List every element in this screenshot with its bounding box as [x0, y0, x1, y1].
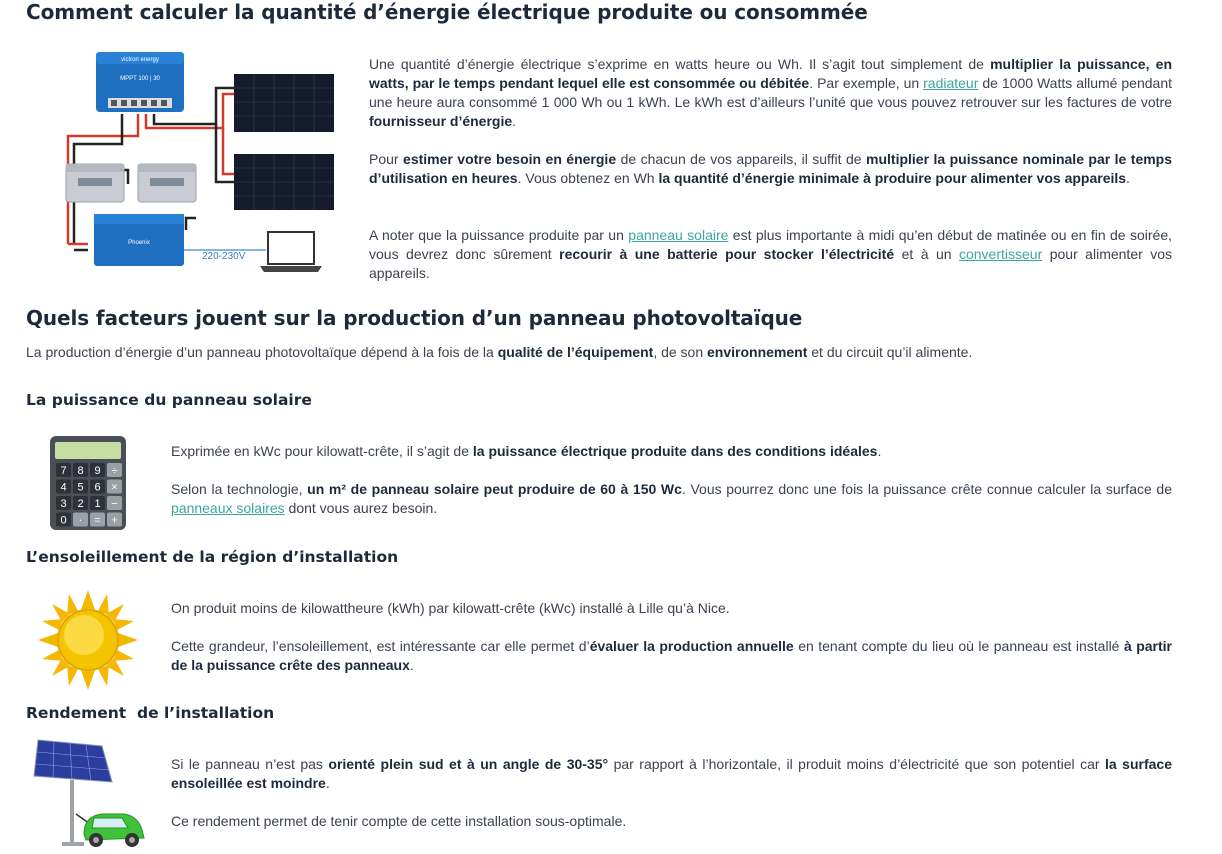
- calculator-key-label: 4: [60, 481, 67, 494]
- calculator-key-label: 8: [77, 465, 84, 477]
- laptop-icon: [260, 232, 322, 272]
- calculator-key-label: 1: [94, 498, 101, 510]
- calculator-key-label: ·: [78, 514, 83, 527]
- subheading-sunshine: L’ensoleillement de la région d’installation: [26, 548, 399, 566]
- calculator-key-label: 9: [94, 465, 101, 477]
- tilted-solar-panel: [34, 740, 112, 782]
- calculator-key-label: −: [111, 498, 118, 510]
- paragraph-energy-definition: Une quantité d’énergie électrique s’exprime en watts heure ou Wh. Il s’agit tout simplement de multiplier la puissance, en watts, par le temps pendant lequel elle est consommée ou débitée. Par exemple, un radiateur de 1000 Watts allumé pendant une heure aura consommé 1 000 Wh ou 1 kWh. Le kWh est d’ailleurs l’unité que vous pouvez retrouver sur les factures de votre fournisseur d’énergie.: [369, 56, 1172, 129]
- link-panneau-solaire[interactable]: panneau solaire: [628, 227, 729, 243]
- paragraph-efficiency-note: Ce rendement permet de tenir compte de cette installation sous-optimale.: [171, 813, 627, 829]
- calculator-key-label: ÷: [111, 465, 118, 477]
- svg-text:victron energy: victron energy: [121, 57, 159, 63]
- paragraph-factors-intro: La production d’énergie d’un panneau photovoltaïque dépend à la fois de la qualité de l’équipement, de son environnement et du circuit qu’il alimente.: [26, 344, 973, 360]
- subheading-panel-power: La puissance du panneau solaire: [26, 391, 312, 409]
- calculator-key-label: 3: [60, 498, 67, 510]
- svg-text:MPPT 100 | 30: MPPT 100 | 30: [120, 76, 160, 82]
- solar-installation-diagram: [58, 44, 348, 276]
- calculator-key-label: ×: [111, 481, 118, 494]
- section-title-production-factors: Quels facteurs jouent sur la production d’un panneau photovoltaïque: [26, 306, 803, 330]
- calculator-key-label: =: [94, 514, 101, 527]
- charge-controller: [96, 52, 184, 112]
- calculator-key-label: 5: [77, 481, 84, 494]
- solar-panel-car-icon: [32, 738, 148, 850]
- calculator-key-label: 6: [94, 481, 101, 494]
- section-title-energy-calculation: Comment calculer la quantité d’énergie électrique produite ou consommée: [26, 0, 868, 24]
- svg-text:Phoenix: Phoenix: [128, 240, 150, 246]
- solar-panel-bottom: [234, 154, 334, 210]
- paragraph-kwh-per-kwc: On produit moins de kilowattheure (kWh) par kilowatt-crête (kWc) installé à Lille qu’à Nice.: [171, 600, 730, 616]
- solar-panel-top: [234, 74, 334, 132]
- battery-left: [66, 164, 124, 202]
- paragraph-orientation: Si le panneau n’est pas orienté plein sud et à un angle de 30-35° par rapport à l’horizontale, il produit moins d’électricité que son potentiel car la surface ensoleillée est moindre.: [171, 756, 1172, 791]
- paragraph-energy-need: Pour estimer votre besoin en énergie de chacun de vos appareils, il suffit de multiplier la puissance nominale par le temps d’utilisation en heures. Vous obtenez en Wh la quantité d’énergie minimale à produire pour alimenter vos appareils.: [369, 151, 1173, 186]
- battery-right: [138, 164, 196, 202]
- calculator-key-label: 7: [60, 465, 67, 477]
- inverter: [94, 214, 184, 266]
- link-panneaux-solaires[interactable]: panneaux solaires: [171, 500, 285, 516]
- calculator-key-label: +: [111, 514, 118, 527]
- calculator-key-label: 2: [77, 498, 84, 510]
- calculator-icon: [50, 436, 128, 532]
- svg-text:220-230V: 220-230V: [202, 251, 246, 262]
- link-radiateur[interactable]: radiateur: [923, 75, 979, 91]
- paragraph-panel-technology: Selon la technologie, un m² de panneau solaire peut produire de 60 à 150 Wc. Vous pourrez donc une fois la puissance crête connue calculer la surface de panneaux solaires dont vous aurez besoin.: [171, 481, 1172, 516]
- paragraph-kwc-definition: Exprimée en kWc pour kilowatt-crête, il s’agit de la puissance électrique produite dans des conditions idéales.: [171, 443, 882, 459]
- link-convertisseur[interactable]: convertisseur: [958, 246, 1043, 262]
- calculator-key-label: 0: [60, 514, 67, 527]
- green-car-icon: [84, 814, 144, 847]
- paragraph-annual-production: Cette grandeur, l’ensoleillement, est intéressante car elle permet d’évaluer la production annuelle en tenant compte du lieu où le panneau est installé à partir de la puissance crête des panneaux.: [171, 638, 1172, 673]
- subheading-installation-efficiency: Rendement de l’installation: [26, 704, 275, 722]
- sun-icon: [38, 590, 138, 690]
- paragraph-battery-note: A noter que la puissance produite par un panneau solaire est plus importante à midi qu’en début de matinée ou en fin de soirée, vous devrez donc sûrement recourir à une batterie pour stocker l’électricité et à un convertisseur pour alimenter vos appareils.: [369, 227, 1173, 281]
